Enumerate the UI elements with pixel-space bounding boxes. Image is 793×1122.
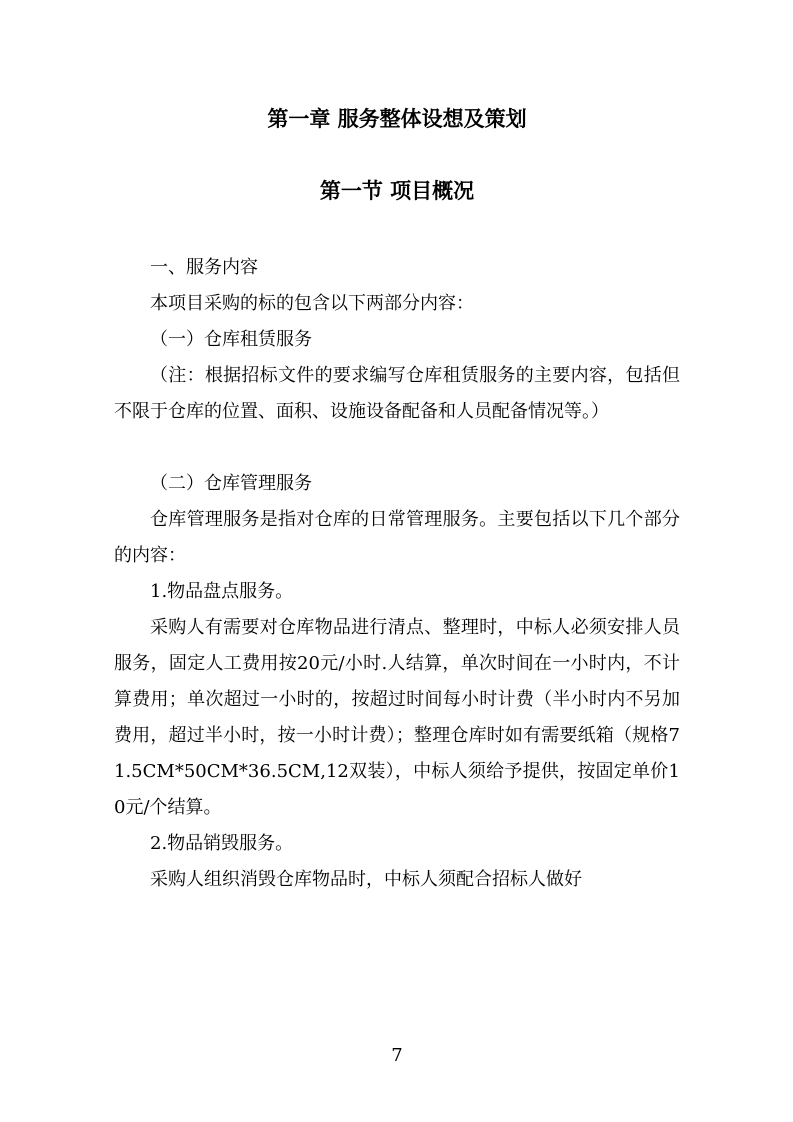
section-title: 第一节 项目概况 — [319, 179, 475, 203]
paragraph-note: （注：根据招标文件的要求编写仓库租赁服务的主要内容，包括但不限于仓库的位置、面积、设施设备配备和人员配备情况等。） — [114, 365, 680, 422]
page-number: 7 — [391, 1045, 403, 1066]
subheading-warehouse-management: （二）仓库管理服务 — [150, 473, 312, 494]
subheading-warehouse-leasing: （一）仓库租赁服务 — [150, 329, 312, 350]
paragraph-intro: 本项目采购的标的包含以下两部分内容： — [150, 293, 474, 314]
chapter-title: 第一章 服务整体设想及策划 — [267, 107, 527, 131]
body-text — [114, 250, 680, 898]
item-inventory-service: 1.物品盘点服务。 — [150, 581, 294, 602]
paragraph-disposal-detail: 采购人组织消毁仓库物品时，中标人须配合招标人做好 — [150, 869, 582, 890]
item-disposal-service: 2.物品销毁服务。 — [150, 833, 294, 854]
paragraph-inventory-detail: 采购人有需要对仓库物品进行清点、整理时，中标人必须安排人员服务，固定人工费用按20元/小时.人结算，单次时间在一小时内，不计算费用；单次超过一小时的，按超过时间每小时计费（半小时内不另加费用，超过半小时，按一小时计费）；整理仓库时如有需要纸箱（规格71.5CM*50CM*36.5CM,12双装），中标人须给予提供，按固定单价10元/个结算。 — [114, 617, 680, 818]
paragraph-management-desc: 仓库管理服务是指对仓库的日常管理服务。主要包括以下几个部分的内容： — [114, 509, 680, 566]
document-page — [114, 0, 680, 1122]
heading-service-content: 一、服务内容 — [150, 257, 258, 278]
